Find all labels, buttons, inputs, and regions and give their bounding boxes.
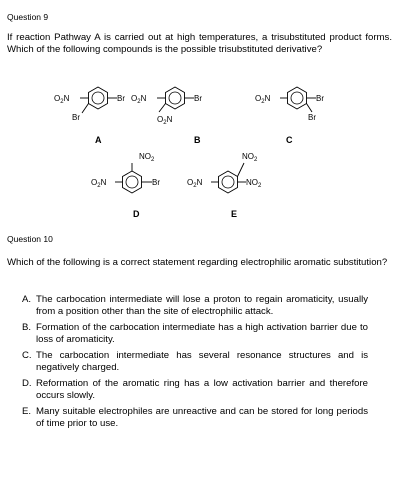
compound-d-structure xyxy=(91,152,160,193)
option-c[interactable] xyxy=(22,350,368,374)
question-9-label: Question 9 xyxy=(7,12,49,22)
compound-b-letter: B xyxy=(194,135,201,145)
svg-text:O2N: $O_2N$ xyxy=(157,115,173,126)
option-b-text: Formation of the carbocation intermediate has a high activation barrier due to loss of aromaticity. xyxy=(36,322,368,345)
compound-c-structure xyxy=(255,87,324,122)
svg-text:O2N: $O_2N$ xyxy=(91,178,107,189)
option-b-letter: B. xyxy=(22,322,32,333)
option-c-text: The carbocation intermediate has several resonance structures and is negatively charged. xyxy=(36,350,368,373)
svg-text:NO2: $NO_2$ xyxy=(242,152,258,163)
svg-text:Br: Br xyxy=(152,178,160,187)
option-a-text: The carbocation intermediate will lose a proton to regain aromaticity, usually from a position other than the site of electrophilic attack. xyxy=(36,294,368,317)
compound-a-structure xyxy=(54,87,125,122)
svg-text:O2N: $O_2N$ xyxy=(131,94,147,105)
compound-d-letter: D xyxy=(133,209,140,219)
svg-text:NO2: $NO_2$ xyxy=(139,152,155,163)
compound-e-structure xyxy=(187,152,262,193)
svg-text:NO2: $NO_2$ xyxy=(246,178,262,189)
compound-a-letter: A xyxy=(95,135,102,145)
option-e-text: Many suitable electrophiles are unreactive and can be stored for long periods of time prior to use. xyxy=(36,406,368,429)
svg-text:O2N: $O_2N$ xyxy=(255,94,271,105)
option-e-letter: E. xyxy=(22,406,32,417)
question-10-options xyxy=(22,294,368,434)
option-b[interactable] xyxy=(22,322,368,346)
svg-text:Br: Br xyxy=(316,94,324,103)
compound-e-letter: E xyxy=(231,209,238,219)
option-c-letter: C. xyxy=(22,350,32,361)
svg-text:Br: Br xyxy=(72,113,80,122)
svg-text:O2N: $O_2N$ xyxy=(187,178,203,189)
option-d[interactable] xyxy=(22,378,368,402)
compound-b-structure xyxy=(131,87,202,126)
option-d-text: Reformation of the aromatic ring has a low activation barrier and therefore occurs slowly. xyxy=(36,378,368,401)
question-10-label: Question 10 xyxy=(7,234,53,244)
question-9-structures xyxy=(0,80,413,220)
option-d-letter: D. xyxy=(22,378,32,389)
svg-text:Br: Br xyxy=(194,94,202,103)
option-a-letter: A. xyxy=(22,294,32,305)
option-e[interactable] xyxy=(22,406,368,430)
compound-c-letter: C xyxy=(286,135,293,145)
question-9-text: If reaction Pathway A is carried out at high temperatures, a trisubstituted product forms. Which of the following compounds is the possible trisubstituted derivative? xyxy=(7,32,392,55)
svg-text:O2N: $O_2N$ xyxy=(54,94,70,105)
svg-text:Br: Br xyxy=(117,94,125,103)
question-10-text: Which of the following is a correct statement regarding electrophilic aromatic substitution? xyxy=(7,257,388,268)
option-a[interactable] xyxy=(22,294,368,318)
svg-text:Br: Br xyxy=(308,113,316,122)
